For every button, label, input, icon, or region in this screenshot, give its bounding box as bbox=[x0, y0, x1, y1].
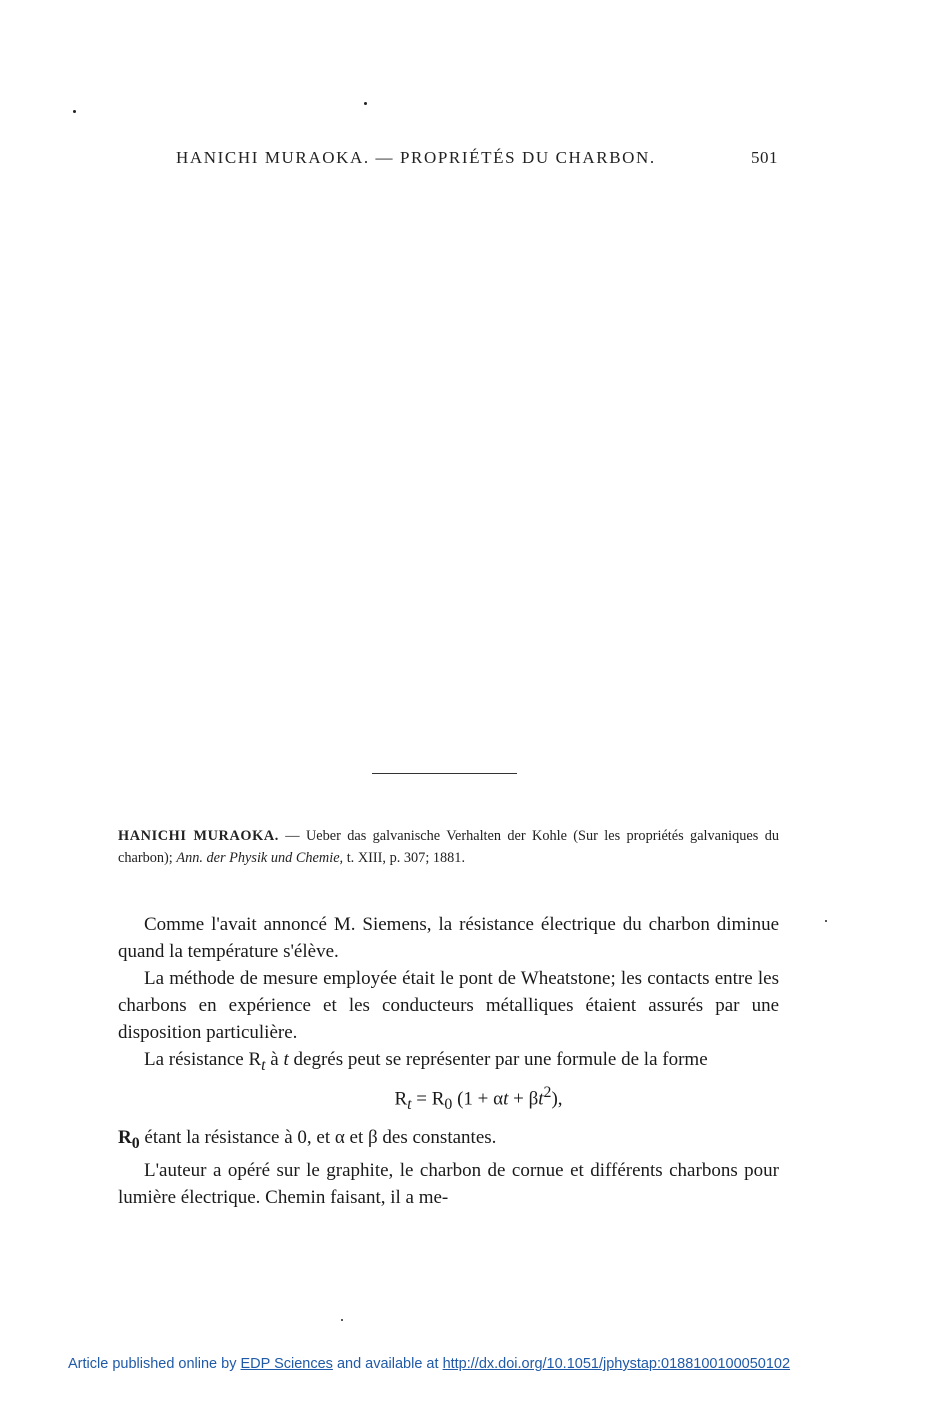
formula-r0-sub: 0 bbox=[444, 1095, 453, 1113]
speck-mark bbox=[364, 102, 367, 105]
speck-mark bbox=[825, 920, 827, 922]
formula-t1: t bbox=[503, 1088, 509, 1110]
paragraph-5: L'auteur a opéré sur le graphite, le charbon de cornue et différents charbons pour lumière électrique. Chemin faisant, il a me- bbox=[118, 1159, 779, 1208]
publication-footer bbox=[68, 1356, 868, 1372]
resistance-subscript: t bbox=[261, 1056, 266, 1074]
paragraph-4 bbox=[118, 1124, 779, 1157]
footer-prefix: Article published online by bbox=[68, 1356, 241, 1372]
paragraph-2: La méthode de mesure employée était le pont de Wheatstone; les contacts entre les charbons en expérience et les conducteurs métalliques étaient assurés par une disposition particulière. bbox=[118, 968, 779, 1043]
formula-lhs-sub: t bbox=[407, 1095, 412, 1113]
resistance-formula bbox=[118, 1079, 779, 1118]
reference-details: t. XIII, p. 307; 1881. bbox=[343, 850, 466, 866]
section-rule bbox=[372, 773, 517, 774]
p3-text-b: à bbox=[265, 1049, 284, 1070]
formula-part-b: + β bbox=[508, 1088, 539, 1110]
formula-t2: t bbox=[538, 1088, 544, 1110]
resistance-symbol: R bbox=[248, 1049, 262, 1070]
r0-subscript: 0 bbox=[131, 1134, 140, 1152]
reference-text: — Ueber das galvanische Verhalten der Kohle (Sur les propriétés galvaniques du charbon); bbox=[118, 828, 779, 866]
r0-symbol: R bbox=[118, 1126, 132, 1148]
article-body bbox=[118, 911, 779, 1211]
running-head bbox=[176, 148, 778, 168]
footer-middle: and available at bbox=[332, 1356, 443, 1372]
paragraph-3 bbox=[118, 1046, 779, 1079]
formula-end: ), bbox=[551, 1088, 563, 1110]
page-number: 501 bbox=[751, 148, 778, 167]
formula-exponent: 2 bbox=[543, 1083, 552, 1101]
p3-text-a: La résistance bbox=[144, 1049, 249, 1070]
reference-author: HANICHI MURAOKA. bbox=[118, 828, 279, 844]
formula-lhs: R bbox=[394, 1088, 408, 1110]
publisher-link[interactable]: EDP Sciences bbox=[240, 1356, 333, 1372]
paragraph-1: Comme l'avait annoncé M. Siemens, la résistance électrique du charbon diminue quand la température s'élève. bbox=[118, 914, 779, 962]
formula-eq: = R bbox=[411, 1088, 445, 1110]
bibliographic-reference bbox=[118, 825, 779, 869]
running-title: HANICHI MURAOKA. — PROPRIÉTÉS DU CHARBON. bbox=[176, 148, 656, 167]
doi-link[interactable]: http://dx.doi.org/10.1051/jphystap:0188100100050102 bbox=[442, 1356, 791, 1372]
p4-text: étant la résistance à 0, et α et β des constantes. bbox=[139, 1126, 497, 1148]
speck-mark bbox=[73, 110, 76, 113]
reference-journal: Ann. der Physik und Chemie, bbox=[176, 850, 344, 866]
speck-mark bbox=[341, 1319, 343, 1321]
p3-text-c: degrés peut se représenter par une formule de la forme bbox=[288, 1049, 708, 1070]
formula-part-a: (1 + α bbox=[452, 1088, 504, 1110]
temperature-symbol: t bbox=[283, 1049, 289, 1070]
